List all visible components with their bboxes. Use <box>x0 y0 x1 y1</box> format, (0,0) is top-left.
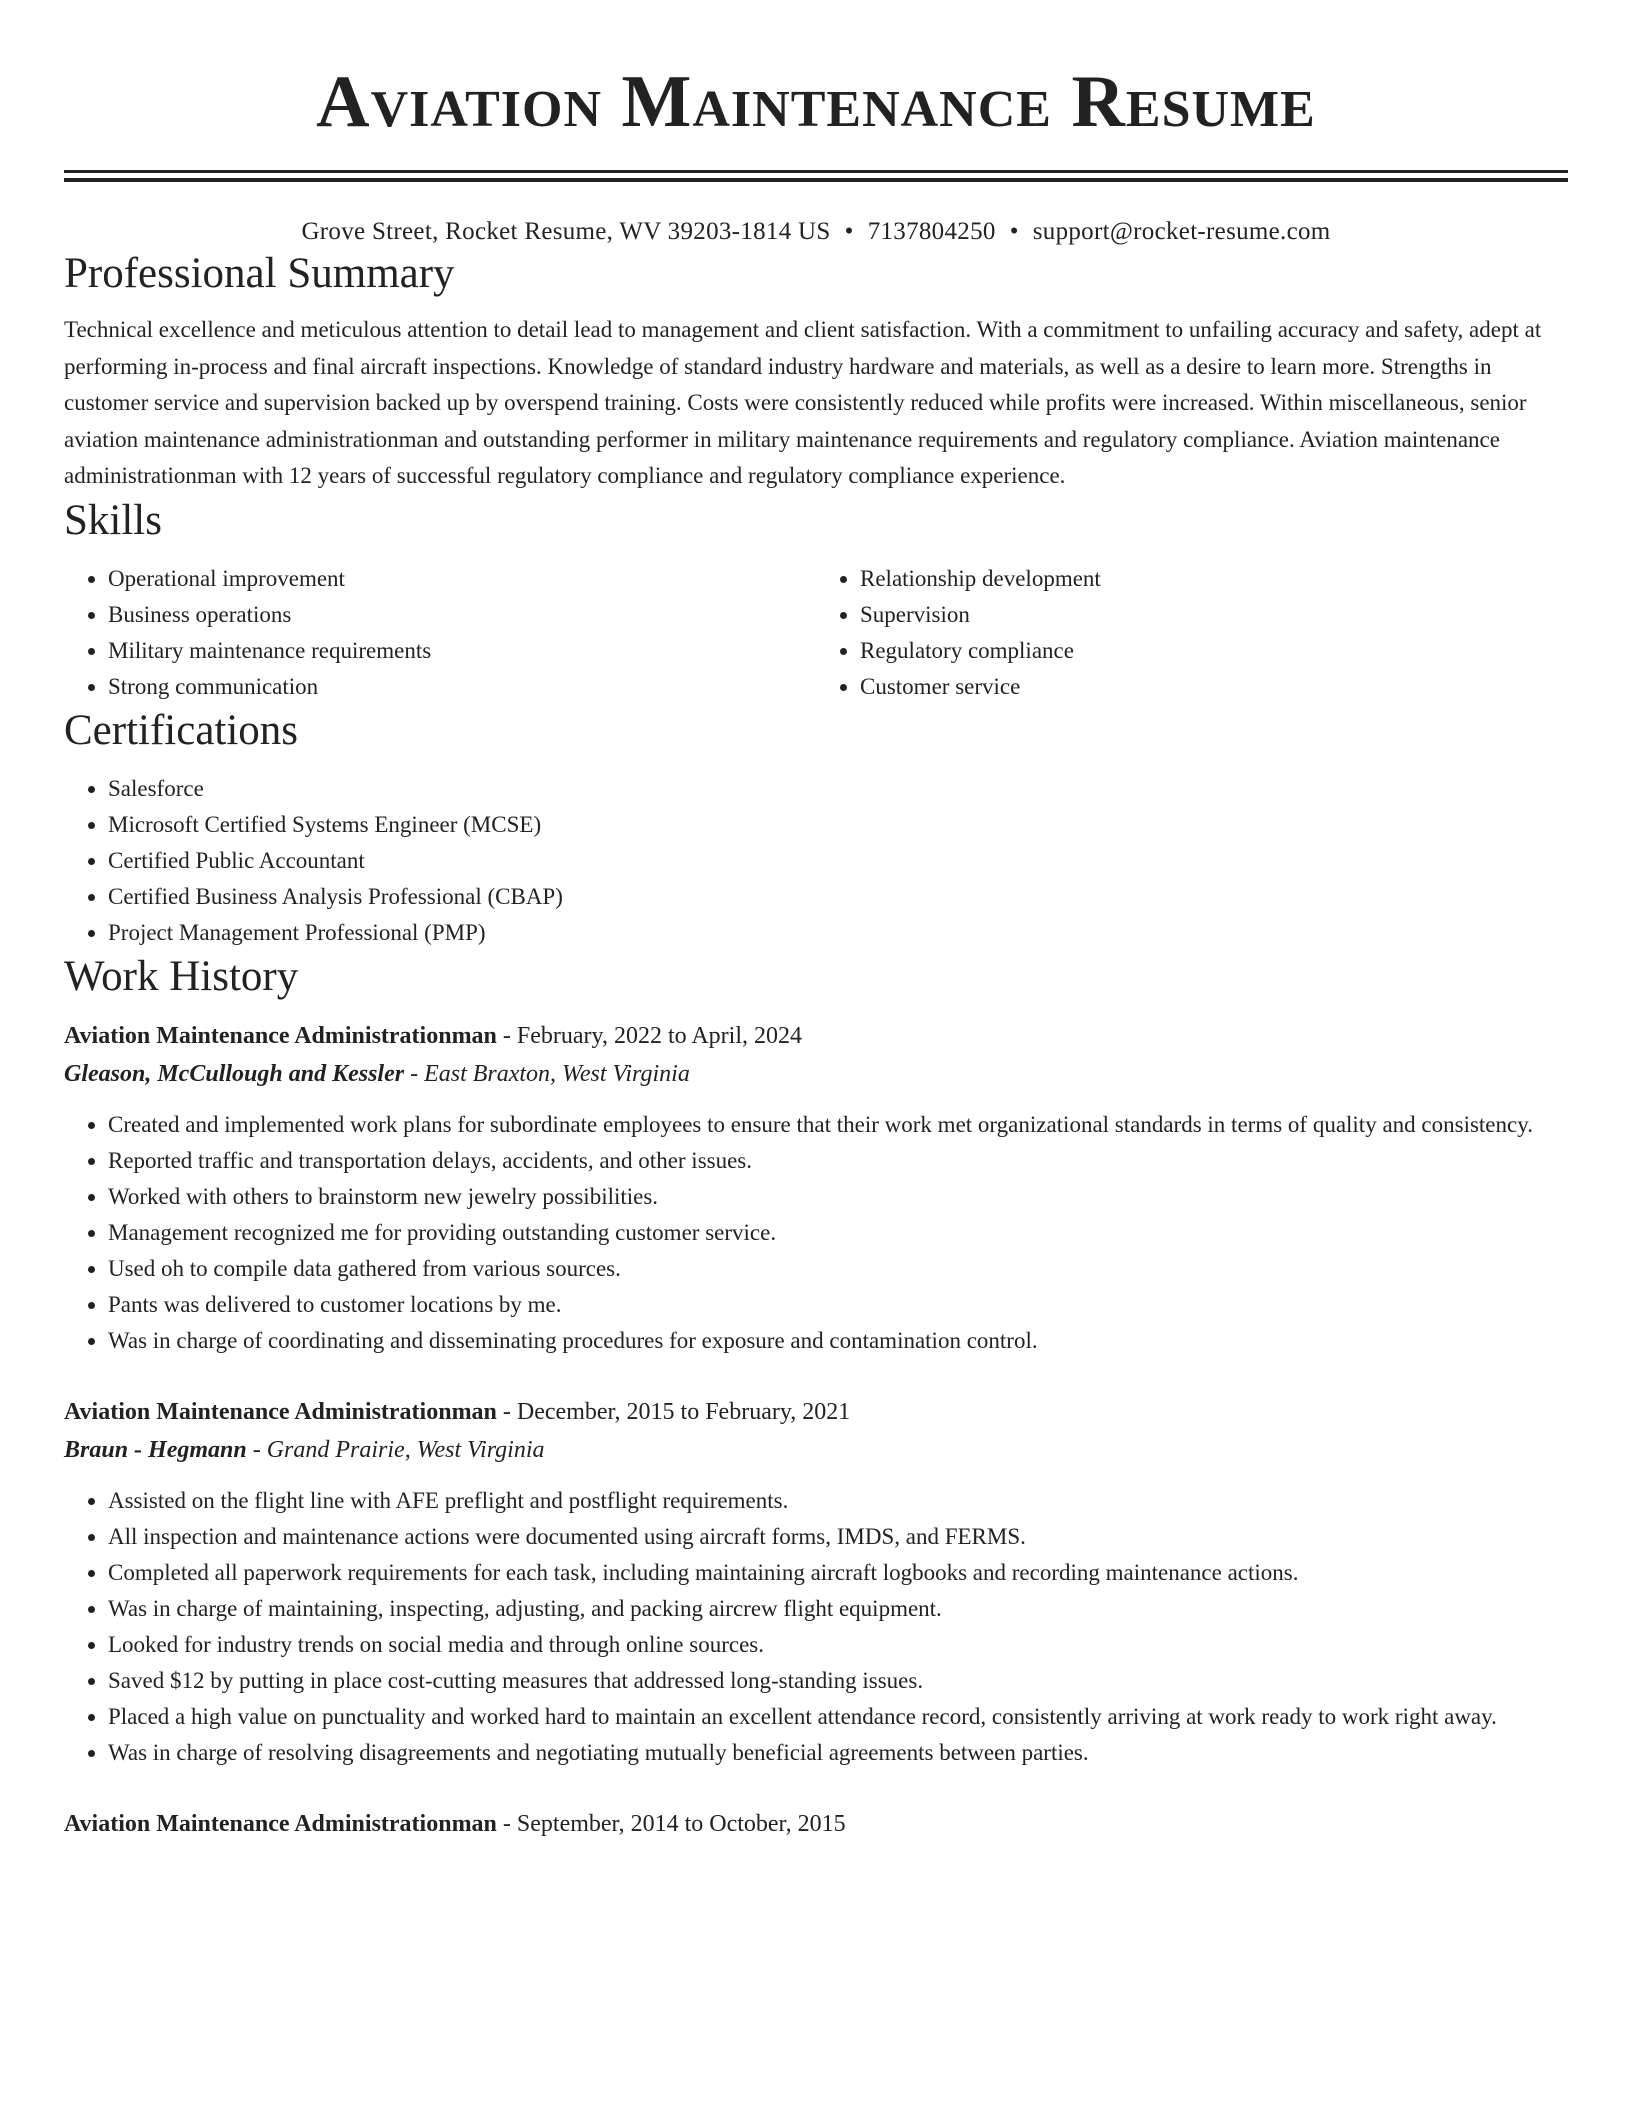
skill-item: • Strong communication <box>108 669 816 705</box>
job-title-line <box>64 1017 1568 1055</box>
certification-item: • Certified Business Analysis Professional (CBAP) <box>108 879 1568 915</box>
job-bullet: • Pants was delivered to customer locations by me. <box>108 1287 1568 1323</box>
certification-item: • Certified Public Accountant <box>108 843 1568 879</box>
contact-line <box>64 216 1568 248</box>
contact-address: Grove Street, Rocket Resume, WV 39203-1814 US <box>301 218 831 245</box>
skill-item: • Business operations <box>108 597 816 633</box>
job-dates: - September, 2014 to October, 2015 <box>496 1810 846 1837</box>
resume-page <box>64 0 1568 1843</box>
job-title-line <box>64 1393 1568 1431</box>
job-entry <box>64 1393 1568 1771</box>
skill-item: • Customer service <box>860 669 1568 705</box>
work-history-heading: Work History <box>64 952 299 1000</box>
job-bullet: • Assisted on the flight line with AFE preflight and postflight requirements. <box>108 1483 1568 1519</box>
summary-heading: Professional Summary <box>64 250 455 297</box>
skills-list-left <box>64 561 816 705</box>
job-bullet: • Worked with others to brainstorm new jewelry possibilities. <box>108 1179 1568 1215</box>
job-dates: - February, 2022 to April, 2024 <box>496 1022 802 1049</box>
skills-heading: Skills <box>64 496 162 544</box>
job-company: Braun - Hegmann <box>64 1436 247 1463</box>
job-company-line <box>64 1431 1568 1469</box>
resume-title: Aviation Maintenance Resume <box>316 61 1316 143</box>
skills-list-right <box>816 561 1568 705</box>
certifications-list <box>64 771 1568 951</box>
job-bullet: • Placed a high value on punctuality and worked hard to maintain an excellent attendance record, consistently arriving at work ready to work right away. <box>108 1699 1568 1735</box>
contact-separator: • <box>844 218 854 245</box>
contact-email[interactable]: support@rocket-resume.com <box>1032 218 1331 245</box>
job-bullet: • Saved $12 by putting in place cost-cutting measures that addressed long-standing issues. <box>108 1663 1568 1699</box>
job-company-line <box>64 1055 1568 1093</box>
job-bullets <box>64 1483 1568 1771</box>
contact-phone: 7137804250 <box>867 218 996 245</box>
skill-item: • Relationship development <box>860 561 1568 597</box>
job-title: Aviation Maintenance Administrationman <box>64 1810 497 1837</box>
title-divider-bottom <box>64 178 1568 182</box>
job-bullet: • Created and implemented work plans for subordinate employees to ensure that their work met organizational standards in terms of quality and consistency. <box>108 1107 1568 1143</box>
job-bullet: • Looked for industry trends on social media and through online sources. <box>108 1627 1568 1663</box>
job-title: Aviation Maintenance Administrationman <box>64 1398 497 1425</box>
certification-item: • Microsoft Certified Systems Engineer (MCSE) <box>108 807 1568 843</box>
job-location: - East Braxton, West Virginia <box>404 1060 690 1087</box>
job-bullets <box>64 1107 1568 1359</box>
job-bullet: • Was in charge of resolving disagreements and negotiating mutually beneficial agreements between parties. <box>108 1735 1568 1771</box>
job-bullet: • Management recognized me for providing outstanding customer service. <box>108 1215 1568 1251</box>
skills-columns <box>64 561 1568 705</box>
certifications-heading: Certifications <box>64 706 299 754</box>
skill-item: • Supervision <box>860 597 1568 633</box>
job-bullet: • Was in charge of coordinating and disseminating procedures for exposure and contamination control. <box>108 1323 1568 1359</box>
skill-item: • Military maintenance requirements <box>108 633 816 669</box>
summary-text: Technical excellence and meticulous attention to detail lead to management and client satisfaction. With a commitment to unfailing accuracy and safety, adept at performing in-process and final aircraft inspections. Knowledge of standard industry hardware and materials, as well as a desire to learn more. Strengths in customer service and supervision backed up by overspend training. Costs were consistently reduced while profits were increased. Within miscellaneous, senior aviation maintenance administrationman and outstanding performer in military maintenance requirements and regulatory compliance. Aviation maintenance administrationman with 12 years of successful regulatory compliance and regulatory compliance experience. <box>64 317 1542 489</box>
job-bullet: • All inspection and maintenance actions were documented using aircraft forms, IMDS, and FERMS. <box>108 1519 1568 1555</box>
job-title-line <box>64 1805 1568 1843</box>
job-company: Gleason, McCullough and Kessler <box>64 1060 405 1087</box>
certification-item: • Salesforce <box>108 771 1568 807</box>
job-entry <box>64 1017 1568 1359</box>
job-bullet: • Was in charge of maintaining, inspecting, adjusting, and packing aircrew flight equipment. <box>108 1591 1568 1627</box>
job-bullet: • Used oh to compile data gathered from various sources. <box>108 1251 1568 1287</box>
contact-separator: • <box>1009 218 1019 245</box>
job-dates: - December, 2015 to February, 2021 <box>496 1398 851 1425</box>
skill-item: • Operational improvement <box>108 561 816 597</box>
job-location: - Grand Prairie, West Virginia <box>246 1436 545 1463</box>
certification-item: • Project Management Professional (PMP) <box>108 915 1568 951</box>
job-bullet: • Reported traffic and transportation delays, accidents, and other issues. <box>108 1143 1568 1179</box>
job-entry <box>64 1805 1568 1843</box>
skill-item: • Regulatory compliance <box>860 633 1568 669</box>
job-bullet: • Completed all paperwork requirements for each task, including maintaining aircraft logbooks and recording maintenance actions. <box>108 1555 1568 1591</box>
job-title: Aviation Maintenance Administrationman <box>64 1022 497 1049</box>
